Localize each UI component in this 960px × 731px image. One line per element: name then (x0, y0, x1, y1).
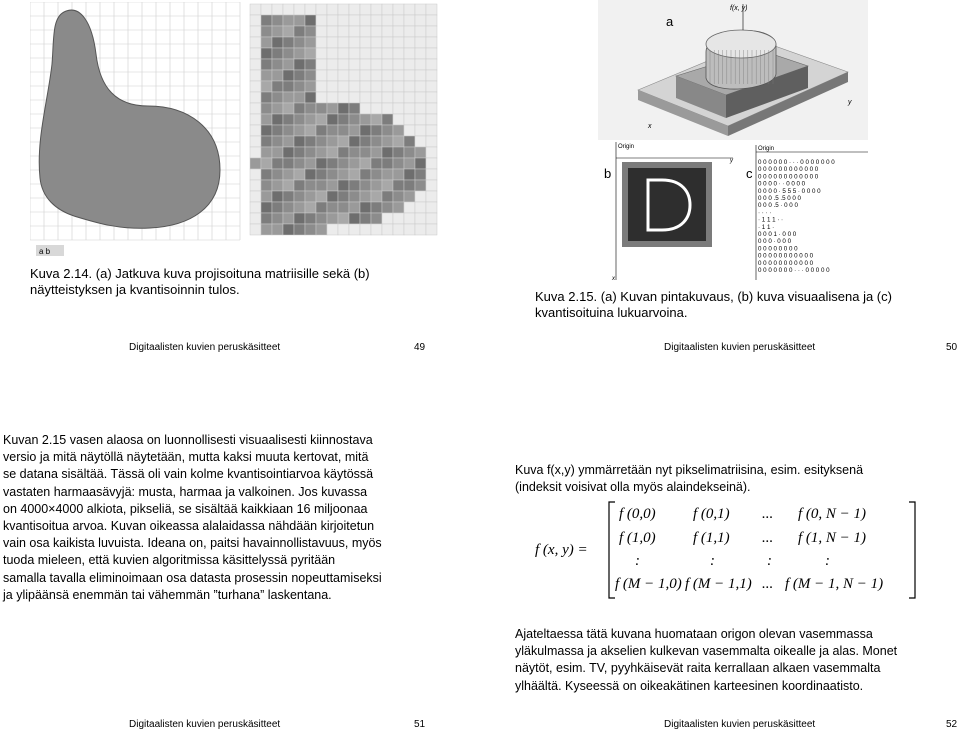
footer-page-52: 52 (946, 719, 958, 730)
matrix-cell: f (0, N − 1) (798, 506, 867, 522)
footer-title-p51: Digitaalisten kuvien peruskäsitteet (129, 719, 281, 730)
page-51-text (3, 432, 473, 604)
matrix-equation (535, 500, 955, 600)
footer-title-p50: Digitaalisten kuvien peruskäsitteet (664, 342, 816, 353)
figure-2-15-image (598, 0, 960, 285)
matrix-row: 0 0 0 1 · 0 0 0 (758, 231, 797, 238)
matrix-row: · 1 1 · (758, 223, 775, 231)
text-line: versio ja mitä näytöllä näytetään, mutta kaksi muuta kertovat, mitä (3, 450, 369, 465)
matrix-row: 0 0 0 0 0 0 · · · 0 0 0 0 0 0 0 (758, 159, 835, 166)
matrix-row: 0 0 0 0 0 0 0 · · · 0 0 0 0 0 (758, 267, 830, 274)
footer-page-51: 51 (414, 719, 426, 730)
axis-x-label-b: x (612, 276, 615, 282)
matrix-cell: : (825, 553, 830, 569)
panel-label-ab: a b (39, 247, 51, 256)
text-line: kvantisoitua arvoa. Kuvan oikeassa alalaidassa nähdään kirjoitetun (3, 519, 375, 534)
matrix-row: 0 0 0 0 0 0 0 0 (758, 245, 798, 253)
footer-title-p52: Digitaalisten kuvien peruskäsitteet (664, 719, 816, 730)
matrix-row: 0 0 0 0 0 0 0 0 0 0 0 (758, 259, 814, 267)
figure-2-14 (30, 2, 440, 260)
text-line: (indeksit voisivat olla myös alaindekseinä). (515, 480, 751, 495)
matrix-lhs: f (x, y) = (535, 542, 588, 558)
text-line: yläkulmassa ja akselien kulkevan vasemmalta oikealle ja alas. Monet (515, 644, 898, 659)
text-line: vain osa kaikista luvuista. Ideana on, paitsi havainnollistavuus, myös (3, 536, 382, 551)
text-line: Kuvan 2.15 vasen alaosa on luonnollisesti visuaalisesti kiinnostava (3, 433, 373, 447)
figure-2-15 (598, 0, 960, 285)
matrix-row: 0 0 0 · 0 0 0 (758, 238, 792, 246)
matrix-cell: ... (762, 530, 774, 546)
matrix-cell: : (635, 553, 640, 569)
matrix-cell: : (767, 553, 772, 569)
axis-y-label-b: y (730, 158, 733, 164)
footer-title-p49: Digitaalisten kuvien peruskäsitteet (129, 342, 281, 353)
matrix-row: 0 0 0 0 0 0 0 0 0 0 0 (758, 252, 814, 260)
matrix-cell: f (M − 1,1) (685, 576, 752, 592)
footer-page-49: 49 (414, 342, 426, 353)
axis-x-label-a: x (648, 123, 652, 130)
matrix-cell: : (710, 553, 715, 569)
matrix-cell: f (0,0) (619, 506, 656, 522)
figure-2-14-caption: Kuva 2.14. (a) Jatkuva kuva projisoituna matriisille sekä (b) näytteistyksen ja kvantisoinnin tulos. (30, 266, 370, 297)
origin-label-c: Origin (758, 146, 775, 152)
matrix-cell: f (1,0) (619, 530, 656, 546)
matrix-row: · · · · (758, 209, 772, 217)
text-line: tuoda mieleen, että kuvien algoritmissa käsittelyssä pyritään (3, 553, 336, 568)
matrix-cell: ... (762, 506, 774, 522)
matrix-row: 0 0 0 .5 · 0 0 0 (758, 202, 798, 210)
matrix-row: 0 0 0 0 0 0 0 0 0 0 0 0 (758, 166, 819, 174)
matrix-row: 0 0 0 0 0 0 0 0 0 0 0 0 (758, 173, 819, 181)
text-line: vastaten harmaasävyjä: musta, harmaa ja valkoinen. Jos kuvassa (3, 484, 368, 499)
matrix-cell: f (0,1) (693, 506, 730, 522)
panel-label-b: b (604, 166, 612, 181)
text-line: Kuva f(x,y) ymmärretään nyt pikselimatriisina, esim. esityksenä (515, 463, 864, 477)
numeric-matrix (758, 159, 835, 274)
panel-label-a: a (666, 14, 674, 29)
panel-label-c: c (746, 166, 753, 181)
matrix-row: 0 0 0 0 · 5 5 5 · 0 0 0 0 (758, 187, 821, 195)
text-line: ja ylipäänsä enemmän tai vähemmän ”turhana” laskentana. (3, 587, 332, 602)
axis-f-label: f(x, y) (730, 5, 748, 12)
footer-page-50: 50 (946, 342, 958, 353)
page-52-outro (515, 626, 955, 695)
matrix-row: 0 0 0 0 · · 0 0 0 0 (758, 180, 806, 188)
origin-label-b: Origin (618, 144, 635, 150)
text-line: se datana sisältää. Tässä oli vain kolme kvantisointiarvoa käytössä (3, 467, 374, 482)
figure-2-14-image (30, 2, 440, 260)
text-line: ylhäältä. Kyseessä on oikeakätinen karteesinen koordinaatisto. (515, 678, 864, 693)
figure-2-15-caption: Kuva 2.15. (a) Kuvan pintakuvaus, (b) kuva visuaalisena ja (c) kvantisoituina lukuarvoina. (535, 289, 892, 320)
matrix-cell: f (1,1) (693, 530, 730, 546)
matrix-cell: f (M − 1,0) (615, 576, 682, 592)
text-line: on 4000×4000 alkiota, pikseliä, se sisältää kaikkiaan 16 miljoonaa (3, 501, 368, 516)
matrix-row: 0 0 0 .5 .5 0 0 0 (758, 195, 802, 202)
text-line: Ajateltaessa tätä kuvana huomataan origon olevan vasemmassa (515, 627, 873, 641)
text-line: samalla tavalla eliminoimaan osa datasta prosessin nopeuttamiseksi (3, 570, 382, 585)
axis-y-label-a: y (848, 99, 852, 106)
page-52-intro (515, 462, 955, 496)
matrix-cell: f (M − 1, N − 1) (785, 576, 884, 592)
matrix-cell: f (1, N − 1) (798, 530, 867, 546)
matrix-cell: ... (762, 576, 774, 592)
matrix-row: · 1 1 1 · · (758, 216, 784, 224)
text-line: näytöt, esim. TV, pyyhkäisevät raita kerrallaan alkaen vasemmalta (515, 661, 881, 676)
